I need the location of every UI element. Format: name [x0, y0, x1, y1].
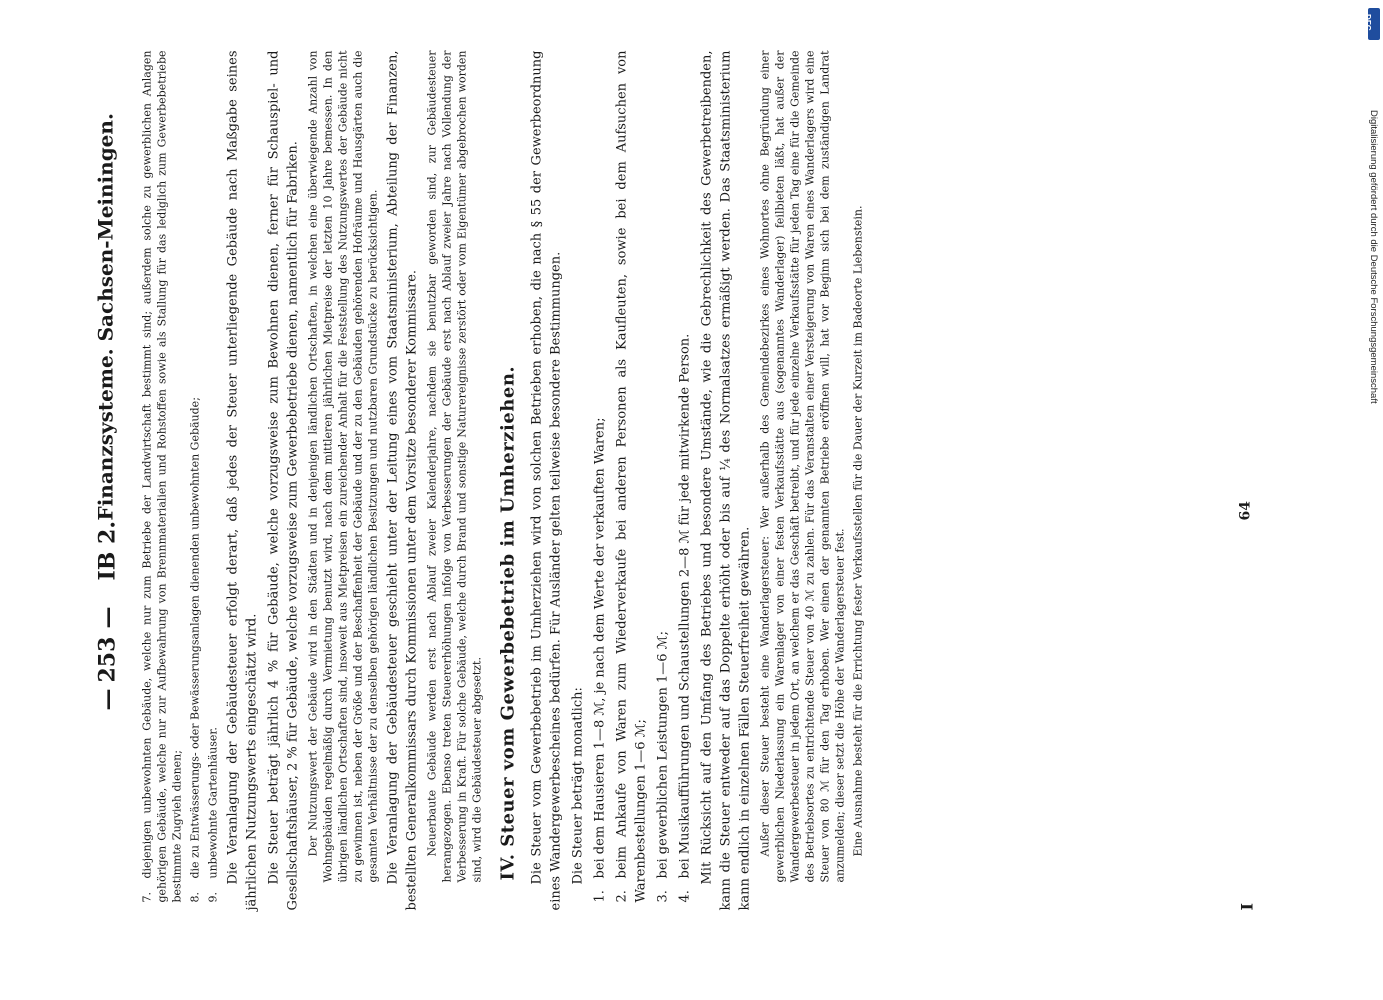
- rate-number: 3.: [655, 890, 671, 903]
- list-item: [206, 51, 221, 903]
- rate-number: 4.: [677, 890, 693, 903]
- rate-text: bei gewerblichen Leistungen 1—6 ℳ;: [655, 631, 671, 879]
- page-number: 253: [94, 636, 121, 683]
- rate-text: beim Ankaufe von Waren zum Wiederverkaufe bei anderen Personen als Kaufleuten, sowie bei dem Aufsuchen von Warenbestellungen 1—6 ℳ;: [614, 50, 649, 903]
- page-body: [140, 51, 869, 911]
- note-paragraph: Neuerbaute Gebäude werden erst nach Ablauf zweier Kalenderjahre, nachdem sie benutzbar geworden sind, zur Gebäudesteuer herangezogen. Ebenso treten Steuererhöhungen infolge von Verbesserungen der Gebäude erst nach Ablauf zweier Jahre nach Vollendung der Verbesserung in Kraft. Für solche Gebäude, welche durch Brand und sonstige Naturereignisse zerstört oder vom Eigentümer abgebrochen worden sind, wird die Gebäudesteuer abgesetzt.: [425, 50, 484, 883]
- item-number: 8.: [188, 892, 202, 903]
- item-number: 7.: [140, 892, 154, 903]
- header-dash-left: —: [94, 688, 121, 711]
- list-item: [140, 51, 185, 903]
- item-text: unbewohnte Gartenhäuser.: [206, 727, 220, 879]
- digitization-note-text: Digitalisierung gefördert durch die Deutsche Forschungsgemeinschaft: [1368, 110, 1379, 404]
- rate-text: bei Musikaufführungen und Schaustellungen 2—8 ℳ für jede mitwirkende Person.: [677, 333, 693, 879]
- running-title: Finanzsysteme. Sachsen-Meiningen.: [93, 113, 118, 521]
- paragraph: Die Veranlagung der Gebäudesteuer erfolgt derart, daß jedes der Steuer unterliegende Gebäude nach Maßgabe seines jährlichen Nutzungswerts eingeschätzt wird.: [225, 50, 260, 911]
- section-heading: IV. Steuer vom Gewerbebetrieb im Umherziehen.: [497, 365, 519, 881]
- rate-number: 1.: [592, 890, 608, 903]
- item-text: diejenigen unbewohnten Gebäude, welche nur zum Betriebe der Landwirtschaft bestimmt sind; außerdem solche zu gewerblichen Anlagen gehörigen Gebäude, welche nur zur Aufbewahrung von Brennmaterialien und Rohstoffen sowie als Stallung für das lediglich zum Gewerbebetriebe bestimmte Zugvieh dienen;: [140, 50, 184, 903]
- item-text: die zu Entwässerungs- oder Bewässerungsanlagen dienenden unbewohnten Gebäude;: [188, 397, 202, 879]
- rate-number: 2.: [614, 890, 630, 903]
- page-header: [95, 61, 139, 941]
- rate-item: [613, 51, 651, 903]
- paragraph: Die Veranlagung der Gebäudesteuer geschieht unter der Leitung eines vom Staatsministerium, Abteilung der Finanzen, bestellten Generalkommissars durch Kommissionen unter dem Vorsitze besonderer Kommissare.: [385, 50, 420, 911]
- section-code: IB 2.: [94, 520, 121, 581]
- paragraph: Mit Rücksicht auf den Umfang des Betriebes und besondere Umstände, wie die Gebrechlichkeit des Gewerbetreibenden, kann die Steuer entweder auf das Doppelte erhöht oder bis auf ¼ des Normalsatzes ermäßigt werden. Das Staatsministerium kann endlich in einzelnen Fällen Steuerfreiheit gewähren.: [699, 50, 753, 911]
- dfg-logo: [1362, 8, 1380, 40]
- rate-text: bei dem Hausieren 1—8 ℳ, je nach dem Werte der verkauften Waren;: [592, 417, 608, 879]
- rate-item: [676, 51, 695, 903]
- paragraph: Die Steuer beträgt monatlich:: [570, 687, 586, 885]
- note-paragraph: Der Nutzungswert der Gebäude wird in den Städten und in denjenigen ländlichen Ortschaften, in welchen eine überwiegende Anzahl von Wohngebäuden regelmäßig durch Vermietung benutzt wird, nach dem mittleren jährlichen Mietpreise der letzten 10 Jahre bemessen. In den übrigen ländlichen Ortschaften sind, insoweit aus Mietpreisen ein zureichender Anhalt für die Feststellung des Nutzungswertes der Gebäude nicht zu gewinnen ist, neben der Größe und der Beschaffenheit der Gebäude und der zu den Gebäuden gehörenden Hofräume und Hausgärten auch die gesamten Verhältnisse der zu denselben gehörigen ländlichen Besitzungen und nutzbaren Grundstücke zu berücksichtigen.: [306, 50, 380, 883]
- item-number: 9.: [206, 892, 220, 903]
- paragraph: Die Steuer beträgt jährlich 4 % für Gebäude, welche vorzugsweise zum Bewohnen dienen, ferner für Schauspiel- und Gesellschaftshäuser, 2 % für Gebäude, welche vorzugsweise zum Gewerbebetriebe dienen, namentlich für Fabriken.: [266, 50, 301, 911]
- note-paragraph: Eine Ausnahme besteht für die Errichtung fester Verkaufsstellen für die Dauer der Kurzeit im Badeorte Liebenstein.: [851, 205, 865, 857]
- digitization-note: [1366, 110, 1380, 404]
- scanned-page: [0, 1, 1383, 1000]
- paragraph: Die Steuer vom Gewerbebetrieb im Umherziehen wird von solchen Betrieben erhoben, die nach § 55 der Gewerbeordnung eines Wandergewerbescheines bedürfen. Für Ausländer gelten teilweise besondere Bestimmungen.: [529, 50, 564, 911]
- dfg-logo-text: DFG: [1362, 14, 1372, 31]
- header-dash-right: —: [94, 606, 121, 629]
- signature-mark: I: [1237, 903, 1257, 911]
- signature-number: 64: [1237, 501, 1254, 521]
- rate-item: [591, 51, 610, 903]
- list-item: [188, 51, 203, 903]
- note-paragraph: Außer dieser Steuer besteht eine Wanderlagersteuer: Wer außerhalb des Gemeindebezirkes eines Wohnortes ohne Begründung einer gewerblichen Niederlassung ein Warenlager von einer festen Verkaufsstätte aus (sogenanntes Wanderlager) feilbieten läßt, hat außer der Wandergewerbesteuer in jedem Ort, an welchem er das Geschäft betreibt, und für jede einzelne Verkaufsstätte für jeden Tag eine für die Gemeinde des Betriebsortes zu entrichtende Steuer von 40 ℳ zu zahlen. Für das Veranstalten einer Versteigerung von Waren eines Wanderlagers wird eine Steuer von 80 ℳ für den Tag erhoben. Wer einen der genannten Betriebe eröffnen will, hat vor Beginn sich bei dem zuständigen Landrat anzumelden; dieser setzt die Höhe der Wanderlagersteuer fest.: [758, 50, 847, 883]
- rate-item: [654, 51, 673, 903]
